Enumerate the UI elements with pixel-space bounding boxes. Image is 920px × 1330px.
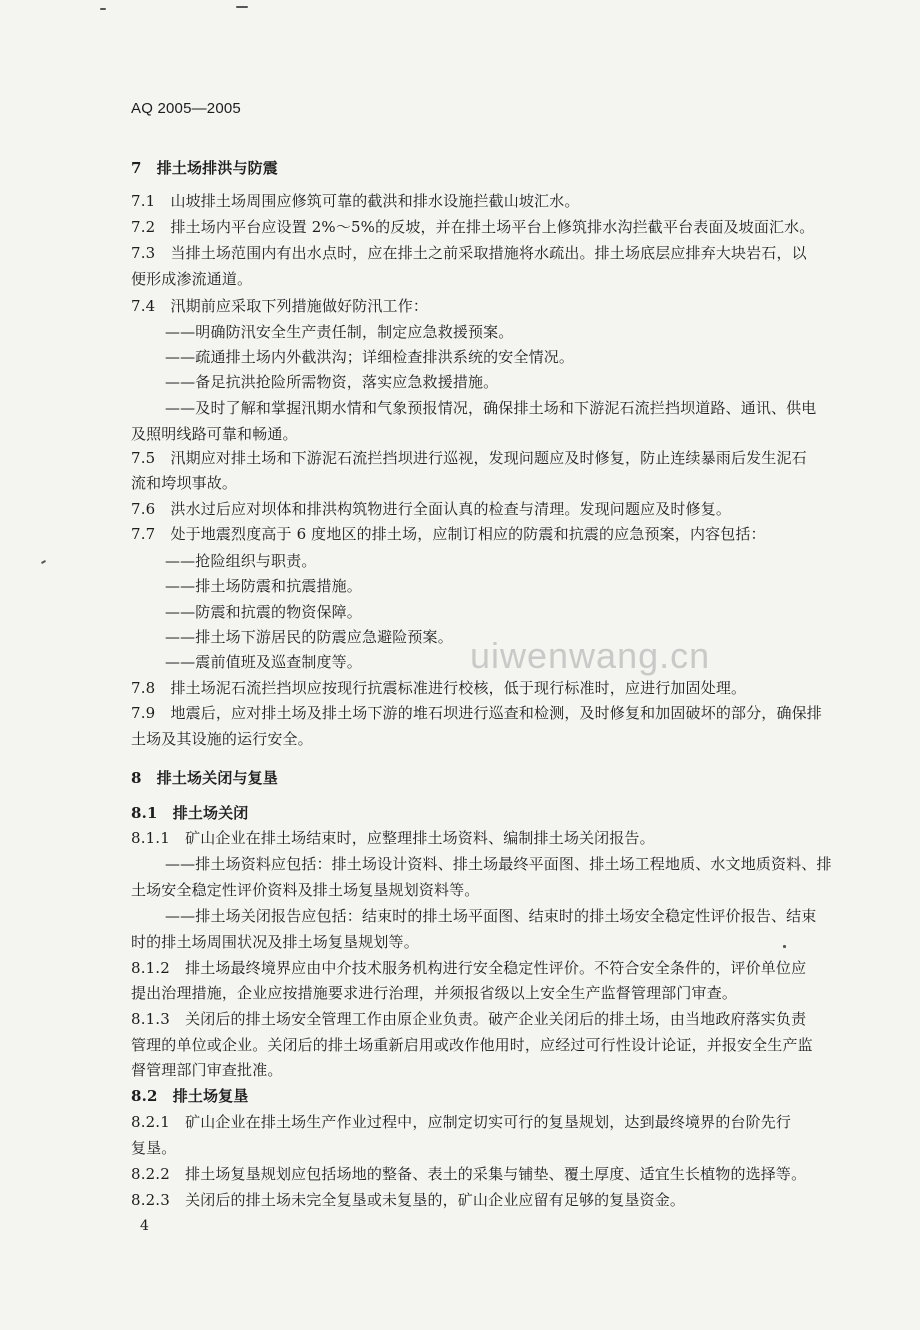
- clause-8-1-1-item2-line2: 时的排土场周围状况及排土场复垦规划等。: [131, 933, 419, 951]
- scan-speck: [100, 8, 106, 10]
- clause-7-4-item2: ——疏通排土场内外截洪沟；详细检查排洪系统的安全情况。: [165, 348, 575, 366]
- section-8-title: 8 排土场关闭与复垦: [131, 769, 278, 787]
- scan-speck: [236, 6, 248, 8]
- clause-8-1-1: 8.1.1 矿山企业在排土场结束时，应整理排土场资料、编制排土场关闭报告。: [131, 829, 655, 847]
- clause-7-2: 7.2 排土场内平台应设置 2%～5%的反坡，并在排土场平台上修筑排水沟拦截平台表面及坡面汇水。: [131, 218, 815, 236]
- clause-8-2-1-line1: 8.2.1 矿山企业在排土场生产作业过程中，应制定切实可行的复垦规划，达到最终境界的台阶先行: [131, 1113, 792, 1131]
- clause-8-2-3: 8.2.3 关闭后的排土场未完全复垦或未复垦的，矿山企业应留有足够的复垦资金。: [131, 1191, 686, 1209]
- scan-speck: [783, 945, 786, 948]
- clause-8-1-1-item1-line2: 土场安全稳定性评价资料及排土场复垦规划资料等。: [131, 881, 480, 899]
- clause-8-1-3-line1: 8.1.3 关闭后的排土场安全管理工作由原企业负责。破产企业关闭后的排土场，由当地政府落实负责: [131, 1010, 807, 1028]
- clause-8-1-2-line1: 8.1.2 排土场最终境界应由中介技术服务机构进行安全稳定性评价。不符合安全条件的，评价单位应: [131, 959, 807, 977]
- clause-7-7-item3: ——防震和抗震的物资保障。: [165, 603, 362, 621]
- section-7-title: 7 排土场排洪与防震: [131, 159, 278, 177]
- clause-8-1-3-line2: 管理的单位或企业。关闭后的排土场重新启用或改作他用时，应经过可行性设计论证，并报安全生产监: [131, 1036, 813, 1054]
- clause-7-7-item2: ——排土场防震和抗震措施。: [165, 577, 362, 595]
- clause-8-2-2: 8.2.2 排土场复垦规划应包括场地的整备、表土的采集与铺垫、覆土厚度、适宜生长植物的选择等。: [131, 1165, 807, 1183]
- clause-7-9-line2: 土场及其设施的运行安全。: [131, 730, 313, 748]
- clause-7-5-line1: 7.5 汛期应对排土场和下游泥石流拦挡坝进行巡视，发现问题应及时修复，防止连续暴雨后发生泥石: [131, 449, 807, 467]
- clause-7-3-line1: 7.3 当排土场范围内有出水点时，应在排土之前采取措施将水疏出。排土场底层应排弃大块岩石，以: [131, 244, 807, 262]
- clause-7-7-item4: ——排土场下游居民的防震应急避险预案。: [165, 628, 453, 646]
- section-8-1-title: 8.1 排土场关闭: [131, 804, 249, 822]
- page-number: 4: [140, 1218, 149, 1234]
- clause-8-1-1-item1-line1: ——排土场资料应包括：排土场设计资料、排土场最终平面图、排土场工程地质、水文地质资料、排: [165, 855, 832, 873]
- clause-7-8: 7.8 排土场泥石流拦挡坝应按现行抗震标准进行校核，低于现行标准时，应进行加固处理。: [131, 679, 747, 697]
- clause-7-1: 7.1 山坡排土场周围应修筑可靠的截洪和排水设施拦截山坡汇水。: [131, 192, 580, 210]
- clause-7-9-line1: 7.9 地震后，应对排土场及排土场下游的堆石坝进行巡查和检测，及时修复和加固破坏的部分，确保排: [131, 704, 822, 722]
- standard-code: AQ 2005—2005: [131, 100, 241, 117]
- section-8-2-title: 8.2 排土场复垦: [131, 1087, 249, 1105]
- clause-7-6: 7.6 洪水过后应对坝体和排洪构筑物进行全面认真的检查与清理。发现问题应及时修复。: [131, 500, 732, 518]
- clause-7-7-item1: ——抢险组织与职责。: [165, 552, 317, 570]
- clause-8-1-3-line3: 督管理部门审查批准。: [131, 1061, 283, 1079]
- scan-speck: [41, 560, 46, 564]
- clause-7-4-item4-line2: 及照明线路可靠和畅通。: [131, 425, 298, 443]
- clause-7-7: 7.7 处于地震烈度高于 6 度地区的排土场，应制订相应的防震和抗震的应急预案，内容包括：: [131, 525, 766, 543]
- clause-7-4: 7.4 汛期前应采取下列措施做好防汛工作：: [131, 297, 429, 315]
- clause-7-5-line2: 流和垮坝事故。: [131, 474, 238, 492]
- watermark-text: uiwenwang.cn: [470, 635, 711, 676]
- clause-8-1-1-item2-line1: ——排土场关闭报告应包括：结束时的排土场平面图、结束时的排土场安全稳定性评价报告、结束: [165, 907, 817, 925]
- clause-8-1-2-line2: 提出治理措施，企业应按措施要求进行治理，并须报省级以上安全生产监督管理部门审查。: [131, 984, 738, 1002]
- clause-7-4-item4-line1: ——及时了解和掌握汛期水情和气象预报情况，确保排土场和下游泥石流拦挡坝道路、通讯、供电: [165, 399, 817, 417]
- clause-7-4-item3: ——备足抗洪抢险所需物资，落实应急救援措施。: [165, 373, 499, 391]
- clause-7-3-line2: 便形成渗流通道。: [131, 270, 253, 288]
- clause-8-2-1-line2: 复垦。: [131, 1139, 177, 1157]
- clause-7-7-item5: ——震前值班及巡查制度等。: [165, 653, 362, 671]
- clause-7-4-item1: ——明确防汛安全生产责任制，制定应急救援预案。: [165, 323, 514, 341]
